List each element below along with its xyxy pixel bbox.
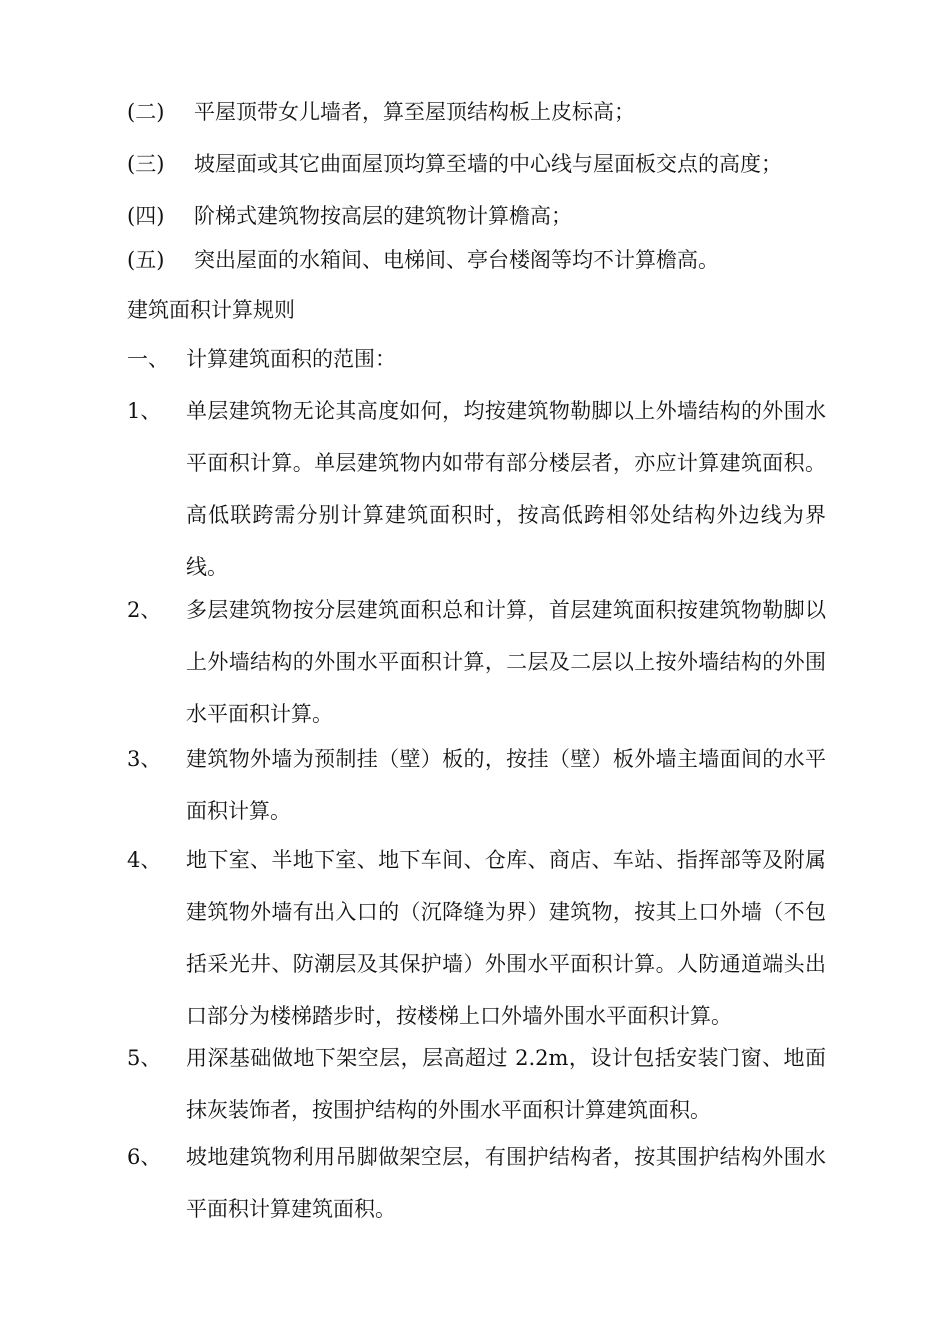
subsection-marker: 一、 bbox=[127, 347, 169, 371]
list-item-text: 单层建筑物无论其高度如何，均按建筑物勒脚以上外墙结构的外围水平面积计算。单层建筑物内如带有部分楼层者，亦应计算建筑面积。高低联跨需分别计算建筑面积时，按高低跨相邻处结构外边线为界线。 bbox=[186, 399, 826, 579]
sub-item-marker: (四) bbox=[127, 204, 165, 228]
list-item-marker: 4、 bbox=[127, 848, 162, 872]
sub-item-marker: (二) bbox=[127, 100, 165, 124]
sub-item-text: 平屋顶带女儿墙者，算至屋顶结构板上皮标高； bbox=[194, 100, 635, 124]
list-item-marker: 3、 bbox=[127, 747, 162, 771]
sub-item-text: 突出屋面的水箱间、电梯间、亭台楼阁等均不计算檐高。 bbox=[194, 248, 719, 272]
list-item-text: 建筑物外墙为预制挂（壁）板的，按挂（壁）板外墙主墙面间的水平面积计算。 bbox=[186, 747, 826, 823]
sub-item-text: 坡屋面或其它曲面屋顶均算至墙的中心线与屋面板交点的高度； bbox=[194, 152, 782, 176]
list-item-text: 坡地建筑物利用吊脚做架空层，有围护结构者，按其围护结构外围水平面积计算建筑面积。 bbox=[186, 1145, 826, 1221]
sub-item-marker: (三) bbox=[127, 152, 165, 176]
section-title: 建筑面积计算规则 bbox=[127, 298, 295, 322]
list-item-marker: 6、 bbox=[127, 1145, 162, 1169]
list-item-text: 用深基础做地下架空层，层高超过 2.2m，设计包括安装门窗、地面抹灰装饰者，按围护结构的外围水平面积计算建筑面积。 bbox=[186, 1046, 826, 1122]
sub-item-marker: (五) bbox=[127, 248, 165, 272]
subsection-text: 计算建筑面积的范围： bbox=[186, 347, 396, 371]
list-item-text: 多层建筑物按分层建筑面积总和计算，首层建筑面积按建筑物勒脚以上外墙结构的外围水平面积计算，二层及二层以上按外墙结构的外围水平面积计算。 bbox=[186, 598, 826, 726]
list-item-marker: 2、 bbox=[127, 598, 162, 622]
list-item-marker: 1、 bbox=[127, 399, 162, 423]
list-item-marker: 5、 bbox=[127, 1046, 162, 1070]
sub-item-text: 阶梯式建筑物按高层的建筑物计算檐高； bbox=[194, 204, 572, 228]
list-item-text: 地下室、半地下室、地下车间、仓库、商店、车站、指挥部等及附属建筑物外墙有出入口的（沉降缝为界）建筑物，按其上口外墙（不包括采光井、防潮层及其保护墙）外围水平面积计算。人防通道端头出口部分为楼梯踏步时，按楼梯上口外墙外围水平面积计算。 bbox=[186, 848, 826, 1028]
